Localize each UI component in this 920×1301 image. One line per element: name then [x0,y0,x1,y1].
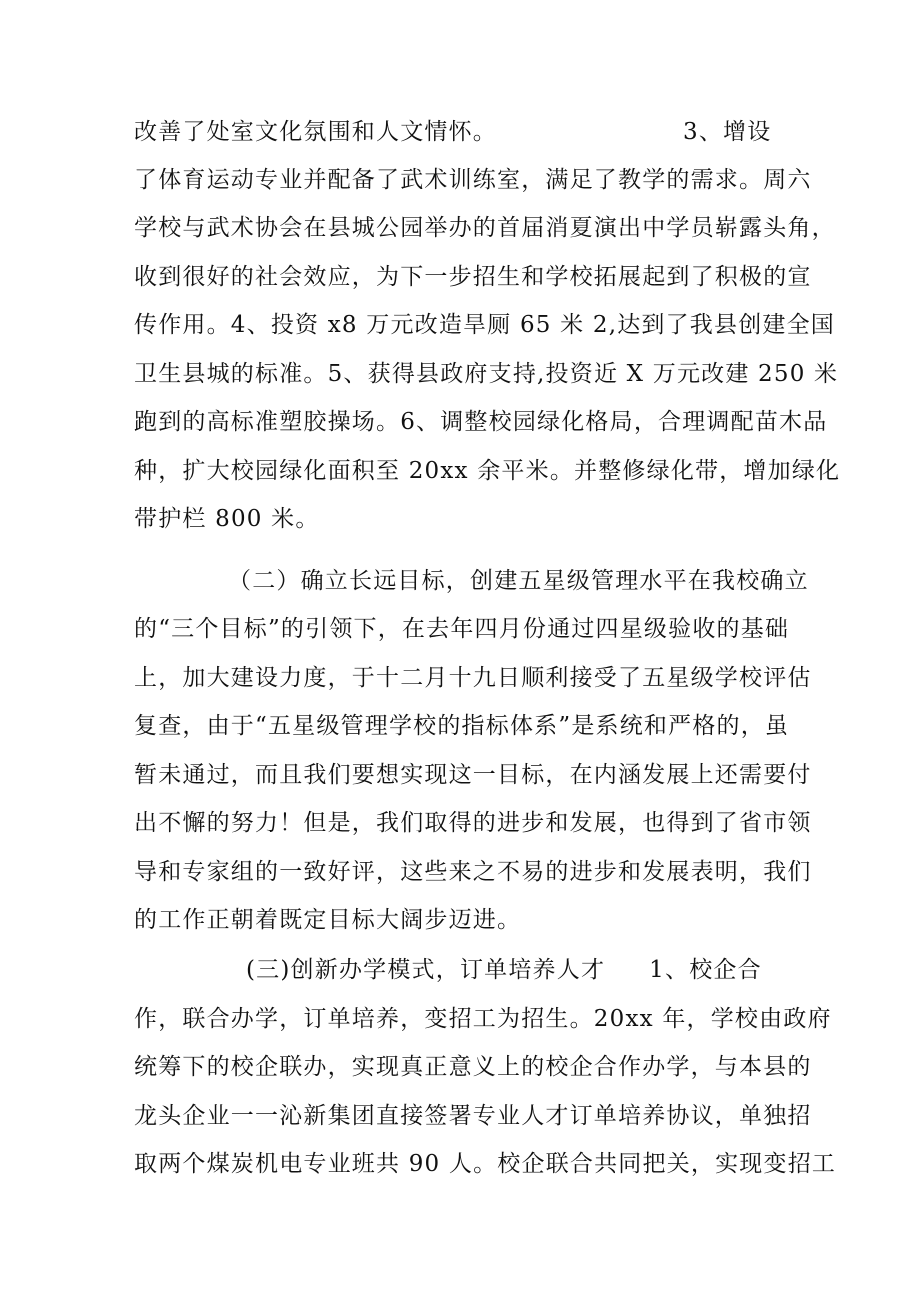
text-segment: 的“三个目标”的引领下，在去年四月份通过四星级验收的基础 [134,616,790,642]
text-line-6 [134,359,839,389]
text-line-2 [134,165,814,195]
item-number-1: 1、校企合 [649,957,762,983]
text-segment: 种，扩大校园绿化面积至 20xx 余平米。并整修绿化带，增加绿化 [134,458,841,484]
section-heading-3 [246,955,920,985]
text-line-22 [134,1149,837,1179]
section-heading-2 [228,566,908,596]
text-segment: 作，联合办学，订单培养，变招工为招生。20xx 年，学校由政府 [134,1006,832,1032]
text-segment: 复查，由于“五星级管理学校的指标体系”是系统和严格的，虽 [134,713,790,739]
text-line-20 [134,1052,814,1082]
text-line-11 [134,614,814,644]
text-segment: 上，加大建设力度，于十二月十九日顺利接受了五星级学校评估 [134,665,812,691]
text-segment: 导和专家组的一致好评，这些来之不易的进步和发展表明，我们 [134,859,812,885]
text-line-7 [134,407,828,437]
item-number-3: 3、增设 [683,119,772,145]
text-line-21 [134,1101,814,1131]
text-segment: 改善了处室文化氛围和人文情怀。 [134,119,497,145]
text-segment: 卫生县城的标准。5、获得县政府支持,投资近 X 万元改建 250 米 [134,361,839,387]
text-segment: 收到很好的社会效应，为下一步招生和学校拓展起到了积极的宣 [134,264,812,290]
text-line-5 [134,310,836,340]
text-line-16 [134,857,814,887]
text-segment: 跑到的高标准塑胶操场。6、调整校园绿化格局，合理调配苗木品 [134,409,828,435]
text-segment: 带护栏 800 米。 [134,506,320,532]
text-line-3 [134,213,836,243]
text-line-19 [134,1004,832,1034]
text-line-14 [134,760,814,790]
text-segment: （二）确立长远目标，创建五星级管理水平在我校确立 [228,568,809,594]
text-line-1 [134,117,814,147]
text-line-17 [134,905,814,935]
text-line-8 [134,456,841,486]
text-segment: 的工作正朝着既定目标大阔步迈进。 [134,907,522,933]
text-segment: 取两个煤炭机电专业班共 90 人。校企联合共同把关，实现变招工 [134,1151,837,1177]
text-line-4 [134,262,814,292]
text-segment: 暂未通过，而且我们要想实现这一目标，在内涵发展上还需要付 [134,762,812,788]
text-segment: 传作用。4、投资 x8 万元改造旱厕 65 米 2,达到了我县创建全国 [134,312,836,338]
text-segment: 龙头企业一一沁新集团直接签署专业人才订单培养协议，单独招 [134,1103,812,1129]
text-segment: 统筹下的校企联办，实现真正意义上的校企合作办学，与本县的 [134,1054,812,1080]
text-line-13 [134,711,814,741]
text-segment: 学校与武术协会在县城公园举办的首届消夏演出中学员崭露头角， [134,215,836,241]
text-segment: 出不懈的努力！但是，我们取得的进步和发展，也得到了省市领 [134,810,812,836]
text-segment: 了体育运动专业并配备了武术训练室，满足了教学的需求。周六 [134,167,812,193]
text-line-15 [134,808,814,838]
text-line-12 [134,663,814,693]
text-segment: (三)创新办学模式，订单培养人才 [246,957,606,983]
text-line-9 [134,504,814,534]
